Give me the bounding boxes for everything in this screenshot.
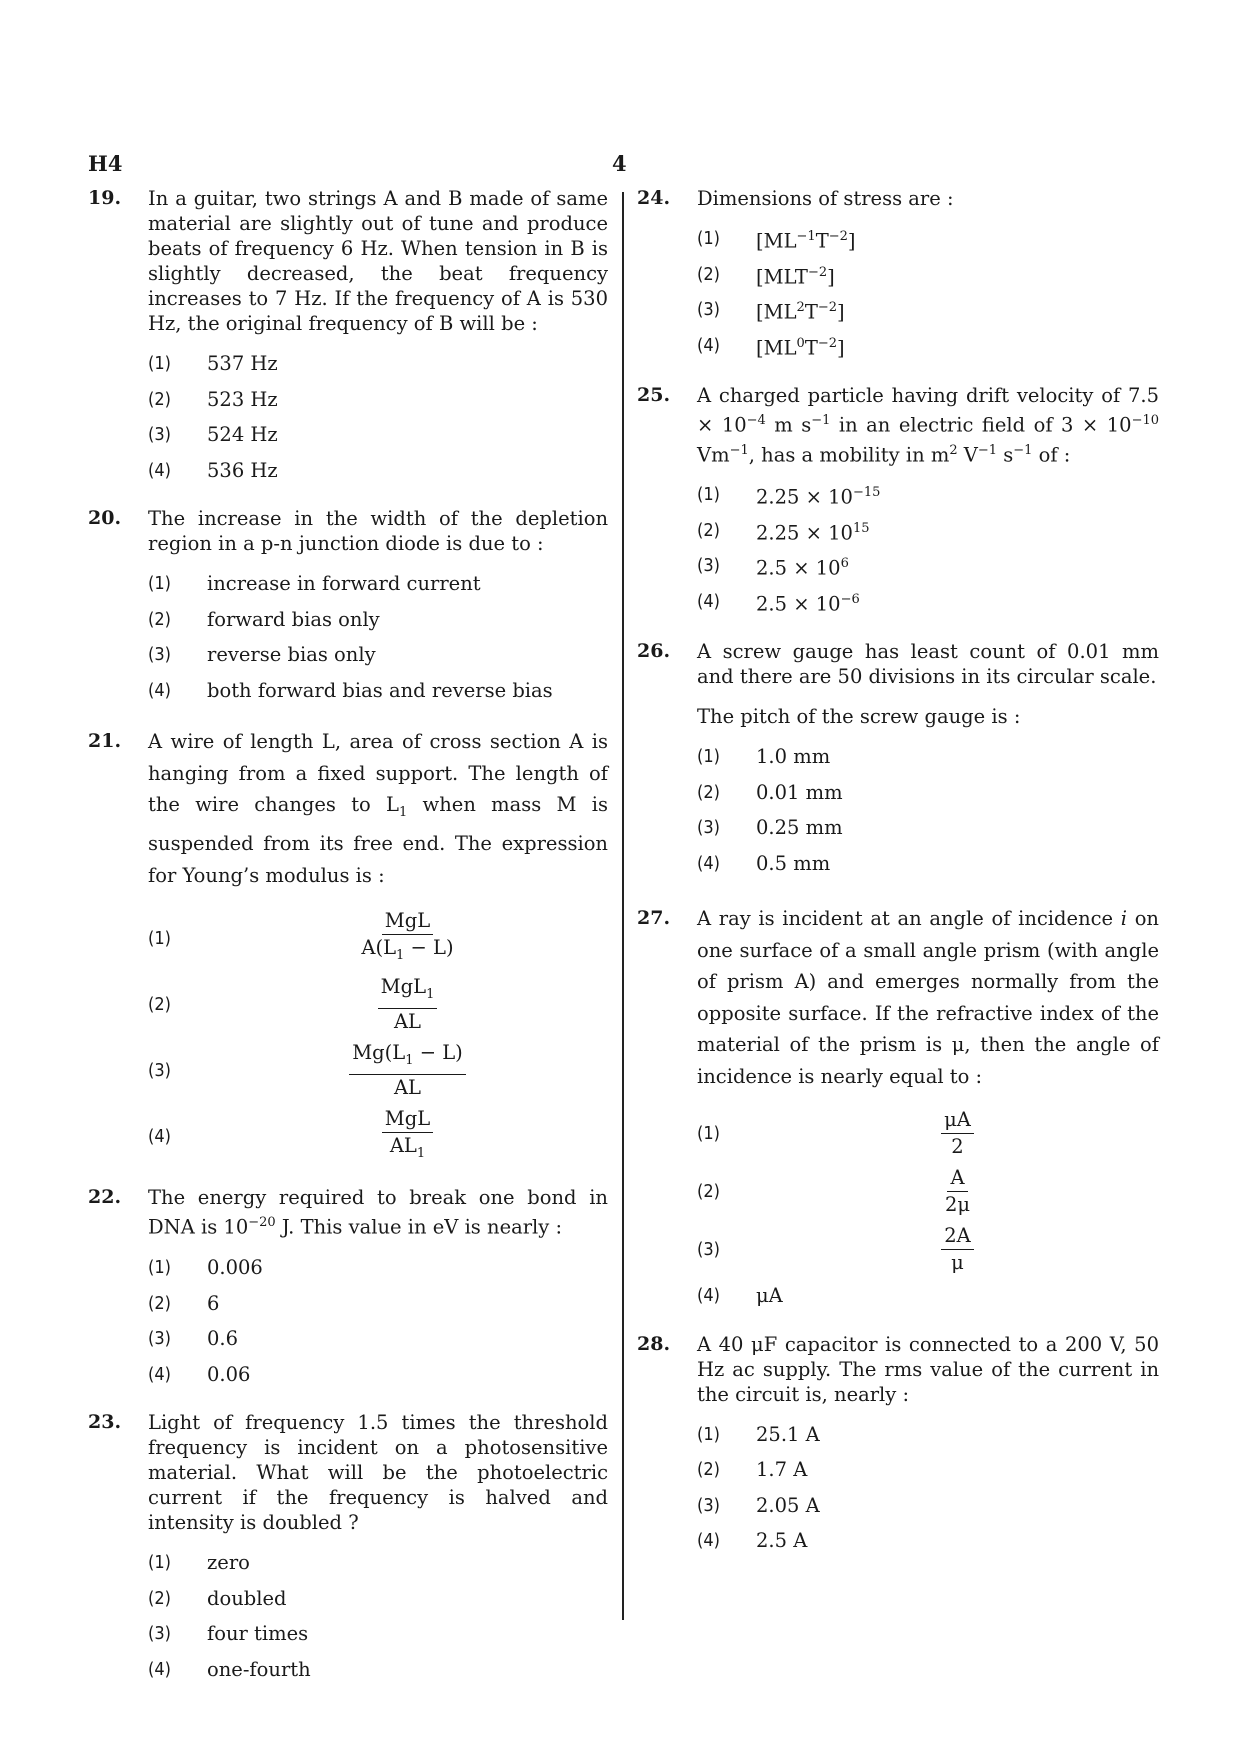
option-label: (4)	[148, 1125, 171, 1147]
option-2[interactable]	[697, 257, 1159, 293]
option-3[interactable]	[148, 637, 608, 673]
option-text: 0.06	[207, 1362, 251, 1386]
option-2[interactable]	[148, 382, 608, 418]
options	[697, 221, 1159, 363]
options	[697, 1104, 1159, 1314]
question-number: 25.	[637, 384, 671, 406]
question-number: 24.	[637, 187, 671, 209]
option-2[interactable]	[697, 1452, 1159, 1488]
option-text: 2.05 A	[756, 1493, 820, 1517]
question-24	[637, 186, 1159, 363]
option-4[interactable]	[697, 1278, 1159, 1314]
options	[697, 477, 1159, 619]
options	[148, 1545, 608, 1687]
option-label: (1)	[148, 1257, 171, 1279]
option-2[interactable]	[697, 513, 1159, 549]
question-number: 26.	[637, 640, 671, 662]
option-2[interactable]	[697, 775, 1159, 811]
left-column	[88, 186, 608, 1687]
option-4[interactable]	[148, 1356, 608, 1392]
option-label: (3)	[148, 1623, 171, 1645]
option-text: forward bias only	[207, 607, 380, 631]
options	[697, 739, 1159, 881]
option-label: (2)	[697, 519, 720, 541]
option-3[interactable]	[148, 1616, 608, 1652]
question-23	[88, 1410, 608, 1687]
question-27	[637, 903, 1159, 1314]
option-3[interactable]	[697, 548, 1159, 584]
option-label: (3)	[697, 1494, 720, 1516]
option-label: (3)	[697, 555, 720, 577]
option-1[interactable]	[148, 905, 608, 971]
option-text: $2.5 \times 10^{-6}$	[756, 591, 860, 615]
option-label: (4)	[697, 1530, 720, 1552]
question-text: The increase in the width of the depletion region in a p-n junction diode is due to :	[148, 507, 608, 555]
question-number: 21.	[88, 730, 122, 752]
question-26	[637, 639, 1159, 881]
question-number: 20.	[88, 507, 122, 529]
option-2[interactable]	[148, 602, 608, 638]
option-1[interactable]	[148, 1545, 608, 1581]
question-subtext: The pitch of the screw gauge is :	[697, 705, 1021, 728]
option-4[interactable]	[148, 453, 608, 489]
option-label: (3)	[148, 1059, 171, 1081]
column-divider	[622, 192, 624, 1620]
option-3[interactable]	[697, 1488, 1159, 1524]
option-text: four times	[207, 1622, 309, 1646]
question-28	[637, 1332, 1159, 1559]
option-label: (4)	[148, 459, 171, 481]
question-text: A wire of length L, area of cross section A is hanging from a fixed support. The length of the wire changes to $L_1$ when mass M is suspended from its free end. The expression for Young’s modulus is :	[148, 730, 608, 887]
question-20	[88, 506, 608, 708]
option-label: (1)	[697, 484, 720, 506]
option-1[interactable]	[697, 477, 1159, 513]
option-text: 523 Hz	[207, 387, 278, 411]
option-label: (1)	[148, 573, 171, 595]
option-text: 6	[207, 1291, 220, 1315]
question-number: 19.	[88, 187, 122, 209]
option-1[interactable]	[697, 739, 1159, 775]
option-1[interactable]	[697, 1417, 1159, 1453]
question-text: A charged particle having drift velocity of $7.5 \times 10^{-4}$ m $s^{-1}$ in an electric field of $3 \times 10^{-10}$ $Vm^{-1}$, has a mobility in $m^2$ $V^{-1}$ $s^{-1}$ of :	[697, 384, 1159, 466]
option-label: (1)	[148, 1552, 171, 1574]
question-number: 28.	[637, 1332, 671, 1355]
option-label: (3)	[697, 1238, 720, 1260]
option-text: 0.25 mm	[756, 816, 843, 840]
option-label: (4)	[697, 1285, 720, 1307]
option-4[interactable]	[148, 1103, 608, 1169]
option-label: (4)	[148, 679, 171, 701]
question-number: 23.	[88, 1410, 122, 1433]
fraction: $\frac{\text{MgL}}{A(L_1 - L)}$	[361, 908, 454, 963]
question-text: A screw gauge has least count of 0.01 mm and there are 50 divisions in its circular scale.	[697, 640, 1159, 688]
option-label: (3)	[697, 299, 720, 321]
option-label: (1)	[148, 353, 171, 375]
fraction: $\frac{A}{2\mu}$	[944, 1165, 971, 1216]
option-text: $2.5 \times 10^6$	[756, 556, 849, 580]
option-2[interactable]	[697, 1162, 1159, 1220]
option-1[interactable]	[148, 566, 608, 602]
option-label: (4)	[148, 1363, 171, 1385]
question-21	[88, 726, 608, 1169]
option-label: (1)	[697, 228, 720, 250]
options	[697, 1417, 1159, 1559]
option-text: reverse bias only	[207, 643, 376, 667]
paper-code: H4	[88, 151, 123, 176]
fraction: $\frac{Mg(L_1 - L)}{AL}$	[207, 1040, 608, 1101]
option-text: 1.7 A	[756, 1458, 808, 1482]
option-label: (4)	[697, 852, 720, 874]
option-text: μA	[756, 1284, 783, 1308]
option-label: (2)	[148, 993, 171, 1015]
option-text: $[ML^0T^{-2}]$	[756, 335, 845, 359]
option-text: 537 Hz	[207, 352, 278, 376]
option-text: $[MLT^{-2}]$	[756, 264, 835, 288]
option-label: (2)	[148, 1587, 171, 1609]
options	[148, 346, 608, 488]
question-22	[88, 1185, 608, 1392]
question-25	[637, 383, 1159, 619]
option-text: 0.006	[207, 1256, 263, 1280]
option-4[interactable]	[697, 328, 1159, 364]
option-text: 0.5 mm	[756, 851, 831, 875]
option-label: (2)	[697, 1459, 720, 1481]
option-label: (2)	[148, 388, 171, 410]
options	[148, 905, 608, 1169]
options	[148, 566, 608, 708]
option-text: increase in forward current	[207, 572, 481, 596]
option-1[interactable]	[697, 221, 1159, 257]
option-text: zero	[207, 1551, 250, 1575]
option-label: (2)	[697, 263, 720, 285]
question-text: Light of frequency 1.5 times the threshold frequency is incident on a photosensitive material. What will be the photoelectric current if the frequency is halved and intensity is doubled ?	[148, 1410, 608, 1534]
option-4[interactable]	[148, 673, 608, 709]
option-1[interactable]	[148, 346, 608, 382]
option-3[interactable]	[148, 1037, 608, 1103]
option-4[interactable]	[697, 846, 1159, 882]
option-label: (4)	[697, 590, 720, 612]
option-text: $[ML^{-1}T^{-2}]$	[756, 229, 856, 253]
option-label: (2)	[148, 608, 171, 630]
option-3[interactable]	[148, 1321, 608, 1357]
option-text: 0.01 mm	[756, 780, 843, 804]
option-2[interactable]	[148, 1580, 608, 1616]
option-4[interactable]	[148, 1651, 608, 1687]
question-19	[88, 186, 608, 488]
option-label: (1)	[697, 1122, 720, 1144]
option-text: 25.1 A	[756, 1422, 820, 1446]
question-text: A ray is incident at an angle of incidence i on one surface of a small angle prism (with angle of prism A) and emerges normally from the opposite surface. If the refractive index of the material of the prism is μ, then the angle of incidence is nearly equal to :	[697, 907, 1159, 1088]
option-text: 2.5 A	[756, 1529, 808, 1553]
question-number: 27.	[637, 907, 671, 929]
option-text: one-fourth	[207, 1657, 311, 1681]
option-label: (4)	[697, 334, 720, 356]
question-text: The energy required to break one bond in DNA is $10^{-20}$ J. This value in eV is nearly :	[148, 1186, 608, 1239]
option-3[interactable]	[697, 292, 1159, 328]
option-text: both forward bias and reverse bias	[207, 678, 553, 702]
question-text: A 40 μF capacitor is connected to a 200 V, 50 Hz ac supply. The rms value of the current in the circuit is, nearly :	[697, 1332, 1159, 1406]
fraction: $\frac{\text{MgL}}{AL_1}$	[207, 1106, 608, 1167]
option-label: (1)	[697, 1423, 720, 1445]
option-label: (2)	[148, 1292, 171, 1314]
option-label: (3)	[148, 1328, 171, 1350]
right-column	[637, 186, 1159, 1559]
option-label: (1)	[697, 746, 720, 768]
option-text: doubled	[207, 1586, 287, 1610]
question-number: 22.	[88, 1186, 122, 1209]
option-text: 536 Hz	[207, 458, 278, 482]
option-label: (2)	[697, 1180, 720, 1202]
option-2[interactable]	[148, 1285, 608, 1321]
question-text: In a guitar, two strings A and B made of same material are slightly out of tune and produce beats of frequency 6 Hz. When tension in B is slightly decreased, the beat frequency increases to 7 Hz. If the frequency of A is 530 Hz, the original frequency of B will be :	[148, 187, 608, 335]
option-3[interactable]	[697, 1220, 1159, 1278]
option-label: (3)	[697, 817, 720, 839]
options	[148, 1250, 608, 1392]
option-text: $2.25 \times 10^{-15}$	[756, 485, 881, 509]
option-label: (3)	[148, 424, 171, 446]
fraction: $\frac{MgL_1}{AL}$	[207, 974, 608, 1035]
option-3[interactable]	[148, 417, 608, 453]
option-text: 1.0 mm	[756, 745, 831, 769]
option-1[interactable]	[148, 1250, 608, 1286]
option-4[interactable]	[697, 584, 1159, 620]
option-text: $[ML^2T^{-2}]$	[756, 300, 845, 324]
option-label: (3)	[148, 644, 171, 666]
option-2[interactable]	[148, 971, 608, 1037]
option-text: 524 Hz	[207, 423, 278, 447]
option-label: (2)	[697, 781, 720, 803]
option-text: $2.25 \times 10^{15}$	[756, 520, 870, 544]
fraction: $\frac{\mu A}{2}$	[756, 1107, 1159, 1160]
option-1[interactable]	[697, 1104, 1159, 1162]
question-text: Dimensions of stress are :	[697, 187, 954, 210]
fraction: $\frac{2A}{\mu}$	[756, 1223, 1159, 1276]
page-number: 4	[612, 151, 627, 176]
option-label: (1)	[148, 927, 171, 949]
option-4[interactable]	[697, 1523, 1159, 1559]
option-text: 0.6	[207, 1327, 239, 1351]
option-3[interactable]	[697, 810, 1159, 846]
option-label: (4)	[148, 1658, 171, 1680]
